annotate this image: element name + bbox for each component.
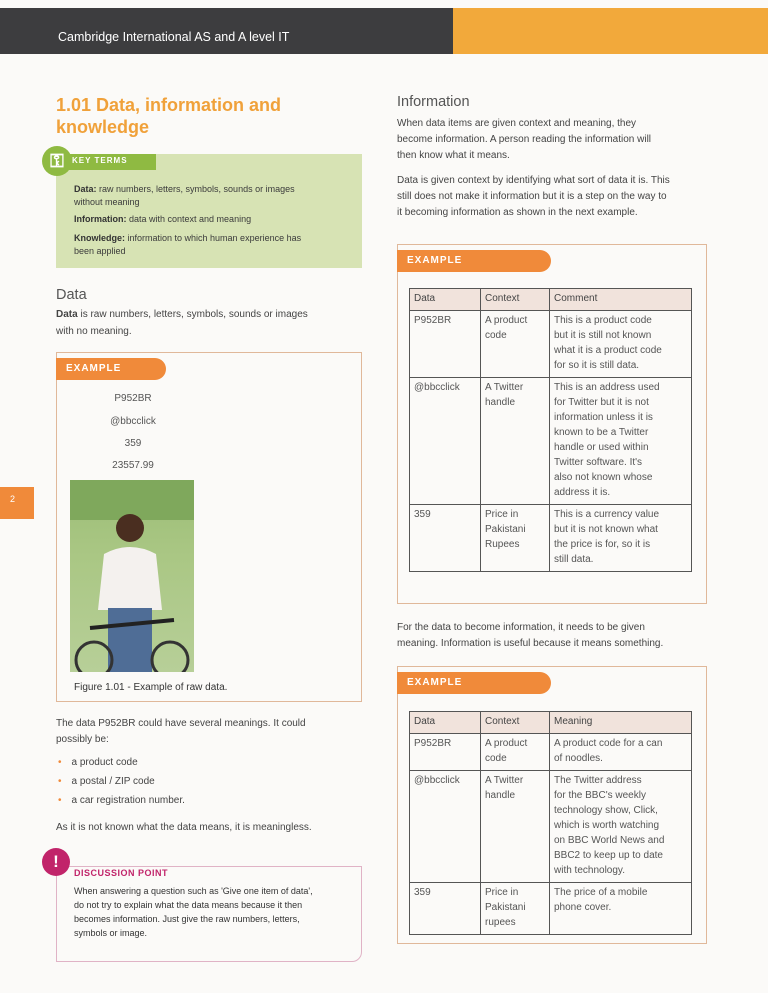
- table-cell: This is an address used for Twitter but it is not information unless it is known to be a Twitter handle or used within Twitter software. It's also not known whose address it is.: [550, 378, 692, 505]
- table-cell: 359: [410, 505, 481, 572]
- table-header: Comment: [550, 289, 692, 311]
- table-header: Context: [481, 712, 550, 734]
- table-row: [410, 378, 692, 505]
- data-heading: Data: [56, 287, 87, 303]
- table-row: [410, 771, 692, 883]
- table-cell: The Twitter address for the BBC's weekly technology show, Click, which is worth watching on BBC World News and BBC2 to keep up to date with technology.: [550, 771, 692, 883]
- raw-data-item: P952BR: [114, 393, 152, 404]
- raw-data-item: 23557.99: [112, 460, 154, 471]
- example-label: EXAMPLE: [397, 672, 551, 694]
- meanings-intro-2: possibly be:: [56, 734, 109, 745]
- data-definition: Data is raw numbers, letters, symbols, sounds or images: [56, 309, 308, 320]
- table-row: [410, 883, 692, 935]
- table-row: [410, 734, 692, 771]
- table-row: [410, 311, 692, 378]
- table-cell: This is a currency value but it is not known what the price is for, so it is still data.: [550, 505, 692, 572]
- table-cell: This is a product code but it is still not known what it is a product code for so it is still data.: [550, 311, 692, 378]
- figure-caption: Figure 1.01 - Example of raw data.: [74, 682, 228, 693]
- list-item: • a postal / ZIP code: [58, 776, 155, 787]
- table-header: Data: [410, 289, 481, 311]
- table-row: [410, 505, 692, 572]
- table-header: Data: [410, 712, 481, 734]
- table-cell: A Twitter handle: [481, 771, 550, 883]
- key-icon: ⚿: [42, 146, 72, 176]
- list-item: • a product code: [58, 757, 138, 768]
- info-para-line: still does not make it information but it is a step on the way to: [397, 191, 667, 202]
- book-title: Cambridge International AS and A level IT: [58, 30, 290, 44]
- table-cell: @bbcclick: [410, 771, 481, 883]
- discussion-line: do not try to explain what the data means because it then: [74, 900, 303, 910]
- key-term-line: Information: data with context and meaning: [74, 214, 252, 224]
- discussion-line: becomes information. Just give the raw numbers, letters,: [74, 914, 300, 924]
- table-header: Context: [481, 289, 550, 311]
- info-para-line: When data items are given context and meaning, they: [397, 118, 637, 129]
- page-number: 2: [10, 494, 16, 504]
- table-cell: A product code: [481, 311, 550, 378]
- key-terms-label: KEY TERMS: [72, 156, 128, 165]
- raw-data-item: 359: [124, 438, 142, 449]
- discussion-line: When answering a question such as 'Give one item of data',: [74, 886, 313, 896]
- discussion-label: DISCUSSION POINT: [74, 868, 169, 878]
- key-term-line: without meaning: [74, 197, 140, 207]
- example-label: EXAMPLE: [397, 250, 551, 272]
- table-cell: Price in Pakistani Rupees: [481, 505, 550, 572]
- info-para-line: it becoming information as shown in the next example.: [397, 207, 638, 218]
- info-para-line: then know what it means.: [397, 150, 510, 161]
- cyclist-photo: [70, 480, 194, 672]
- table-cell: Price in Pakistani rupees: [481, 883, 550, 935]
- info-para-line: meaning. Information is useful because it means something.: [397, 638, 664, 649]
- key-term-line: Data: raw numbers, letters, symbols, sounds or images: [74, 184, 295, 194]
- table-header: Meaning: [550, 712, 692, 734]
- key-term-line: been applied: [74, 246, 126, 256]
- information-heading: Information: [397, 94, 470, 110]
- key-term-line: Knowledge: information to which human experience has: [74, 233, 302, 243]
- example-label: EXAMPLE: [56, 358, 166, 380]
- meanings-conclusion: As it is not known what the data means, it is meaningless.: [56, 822, 312, 833]
- data-definition-2: with no meaning.: [56, 326, 132, 337]
- exclamation-icon: !: [42, 848, 70, 876]
- table-cell: P952BR: [410, 734, 481, 771]
- table-cell: P952BR: [410, 311, 481, 378]
- table-cell: A Twitter handle: [481, 378, 550, 505]
- table-cell: 359: [410, 883, 481, 935]
- chapter-title: 1.01 Data, information and knowledge: [56, 95, 282, 137]
- list-item: • a car registration number.: [58, 795, 185, 806]
- info-para-line: become information. A person reading the information will: [397, 134, 652, 145]
- table-cell: The price of a mobile phone cover.: [550, 883, 692, 935]
- meaning-table: [409, 711, 692, 935]
- table-cell: A product code for a can of noodles.: [550, 734, 692, 771]
- info-para-line: For the data to become information, it needs to be given: [397, 622, 645, 633]
- page-number-tab: [0, 487, 34, 519]
- table-cell: A product code: [481, 734, 550, 771]
- header-accent: [453, 8, 768, 54]
- meanings-intro: The data P952BR could have several meanings. It could: [56, 718, 306, 729]
- raw-data-item: @bbcclick: [110, 416, 156, 427]
- context-table: [409, 288, 692, 572]
- discussion-line: symbols or image.: [74, 928, 148, 938]
- info-para-line: Data is given context by identifying what sort of data it is. This: [397, 175, 670, 186]
- table-cell: @bbcclick: [410, 378, 481, 505]
